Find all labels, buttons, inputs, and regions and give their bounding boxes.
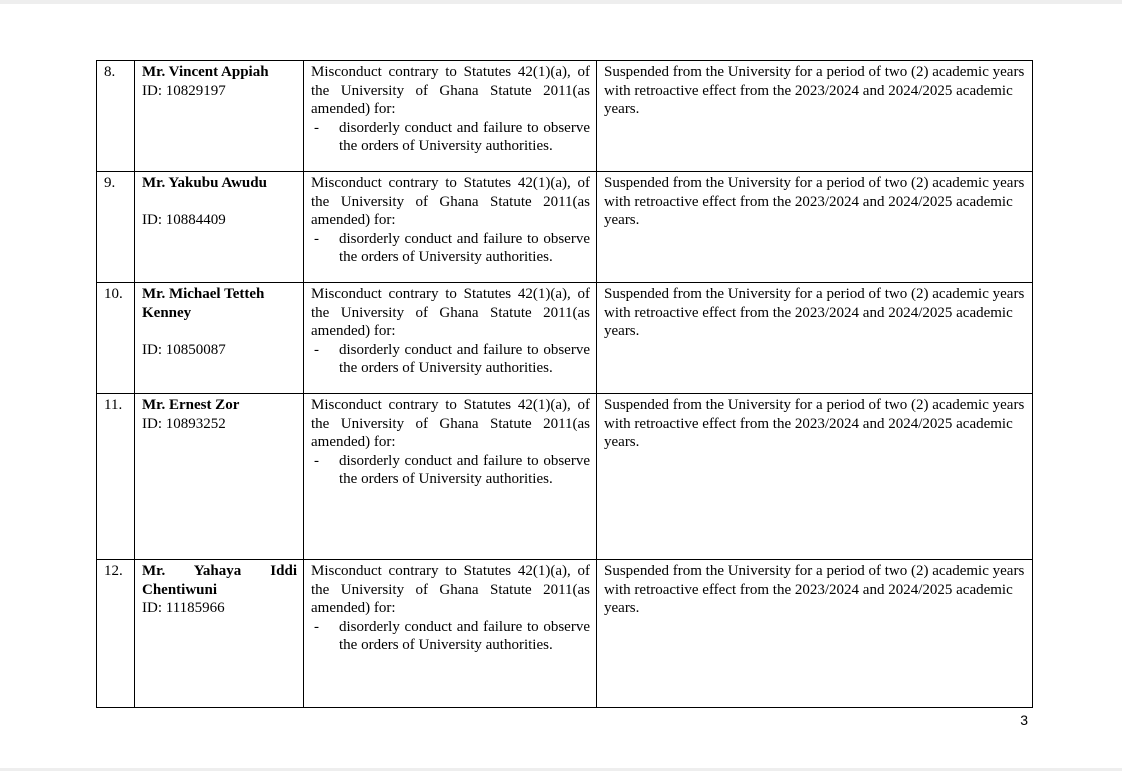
offence-bullet-item xyxy=(311,230,590,267)
offence-text: Misconduct contrary to Statutes 42(1)(a), of the University of Ghana Statute 2011(as amended) for: xyxy=(311,563,590,616)
sanction-cell: Suspended from the University for a period of two (2) academic years with retroactive effect from the 2023/2024 and 2024/2025 academic years. xyxy=(597,172,1033,283)
row-number: 12. xyxy=(97,560,135,708)
offence-cell xyxy=(304,283,597,394)
student-id: ID: 10850087 xyxy=(142,341,226,358)
student-id: ID: 10884409 xyxy=(142,212,226,228)
row-number: 9. xyxy=(97,172,135,283)
table-row xyxy=(97,61,1033,172)
offence-bullet-item xyxy=(311,452,590,489)
student-name: Mr. Yakubu Awudu xyxy=(142,175,267,191)
offence-text: Misconduct contrary to Statutes 42(1)(a), of the University of Ghana Statute 2011(as amended) for: xyxy=(311,175,590,228)
page-number: 3 xyxy=(1020,712,1028,728)
table-row xyxy=(97,283,1033,394)
row-number: 10. xyxy=(97,283,135,394)
dash-bullet-icon: - xyxy=(314,618,319,635)
student-name: Mr. Ernest Zor xyxy=(142,397,240,413)
student-name: Mr. Vincent Appiah xyxy=(142,64,269,80)
dash-bullet-icon: - xyxy=(314,452,319,469)
offence-text: Misconduct contrary to Statutes 42(1)(a), of the University of Ghana Statute 2011(as amended) for: xyxy=(311,64,590,117)
student-cell xyxy=(135,61,304,172)
table-row xyxy=(97,172,1033,283)
student-id: ID: 10893252 xyxy=(142,415,226,432)
offence-bullet-item xyxy=(311,341,590,378)
offence-bullet-item xyxy=(311,119,590,156)
sanction-cell: Suspended from the University for a period of two (2) academic years with retroactive effect from the 2023/2024 and 2024/2025 academic years. xyxy=(597,283,1033,394)
offence-text: Misconduct contrary to Statutes 42(1)(a), of the University of Ghana Statute 2011(as amended) for: xyxy=(311,286,590,339)
offence-cell xyxy=(304,560,597,708)
sanction-cell: Suspended from the University for a period of two (2) academic years with retroactive effect from the 2023/2024 and 2024/2025 academic years. xyxy=(597,560,1033,708)
row-number: 8. xyxy=(97,61,135,172)
student-name: Mr. Michael Tetteh Kenney xyxy=(142,286,265,321)
student-cell xyxy=(135,560,304,708)
sanctions-table xyxy=(96,60,1033,708)
offence-cell xyxy=(304,172,597,283)
sanction-cell: Suspended from the University for a period of two (2) academic years with retroactive effect from the 2023/2024 and 2024/2025 academic years. xyxy=(597,394,1033,560)
student-id: ID: 10829197 xyxy=(142,82,226,99)
offence-bullet-item xyxy=(311,618,590,655)
student-name: Mr. Yahaya Iddi Chentiwuni xyxy=(142,563,297,598)
offence-bullet-text: disorderly conduct and failure to observe the orders of University authorities. xyxy=(339,230,590,265)
table-row xyxy=(97,394,1033,560)
offence-bullet-text: disorderly conduct and failure to observe the orders of University authorities. xyxy=(339,618,590,653)
offence-bullet-text: disorderly conduct and failure to observe the orders of University authorities. xyxy=(339,341,590,376)
offence-bullet-text: disorderly conduct and failure to observe the orders of University authorities. xyxy=(339,119,590,154)
student-cell xyxy=(135,283,304,394)
sanction-cell: Suspended from the University for a period of two (2) academic years with retroactive effect from the 2023/2024 and 2024/2025 academic years. xyxy=(597,61,1033,172)
dash-bullet-icon: - xyxy=(314,230,319,247)
dash-bullet-icon: - xyxy=(314,341,319,358)
document-page xyxy=(0,4,1122,768)
offence-cell xyxy=(304,394,597,560)
student-id: ID: 11185966 xyxy=(142,600,225,616)
student-cell xyxy=(135,172,304,283)
student-cell xyxy=(135,394,304,560)
offence-cell xyxy=(304,61,597,172)
offence-bullet-text: disorderly conduct and failure to observe the orders of University authorities. xyxy=(339,452,590,487)
dash-bullet-icon: - xyxy=(314,119,319,136)
offence-text: Misconduct contrary to Statutes 42(1)(a), of the University of Ghana Statute 2011(as amended) for: xyxy=(311,397,590,450)
row-number: 11. xyxy=(97,394,135,560)
table-row xyxy=(97,560,1033,708)
